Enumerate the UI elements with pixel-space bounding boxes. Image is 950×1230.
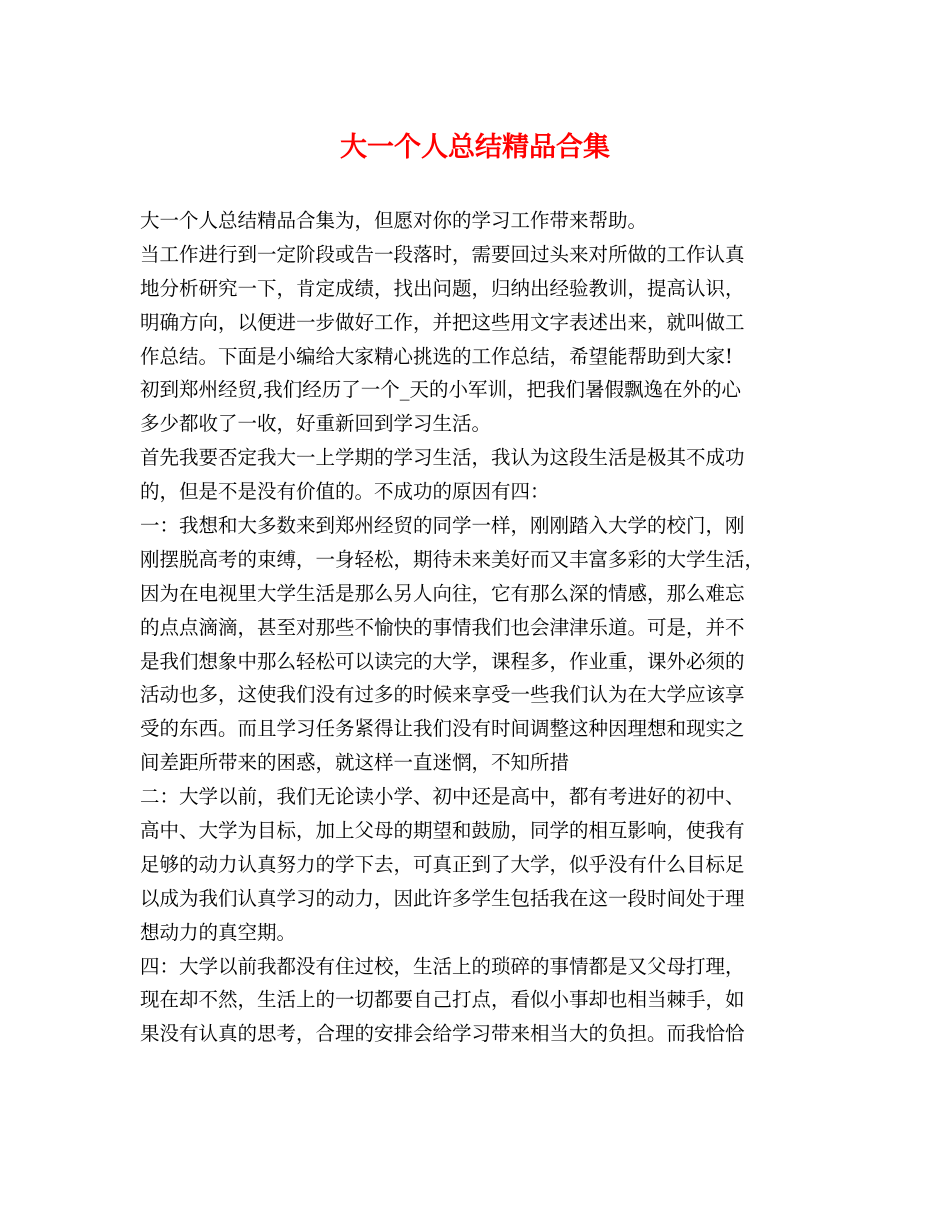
document-title: 大一个人总结精品合集 <box>340 132 610 163</box>
body-line: 高中、大学为目标，加上父母的期望和鼓励，同学的相互影响，使我有 <box>140 819 745 843</box>
body-line: 地分析研究一下，肯定成绩，找出问题，归纳出经验教训，提高认识， <box>140 276 745 300</box>
body-line: 果没有认真的思考，合理的安排会给学习带来相当大的负担。而我恰恰 <box>140 1022 745 1046</box>
body-line: 多少都收了一收，好重新回到学习生活。 <box>140 412 492 436</box>
body-line: 当工作进行到一定阶段或告一段落时，需要回过头来对所做的工作认真 <box>140 242 745 266</box>
body-line: 以成为我们认真学习的动力，因此许多学生包括我在这一段时间处于理 <box>140 886 745 910</box>
body-line: 足够的动力认真努力的学下去，可真正到了大学，似乎没有什么目标足 <box>140 852 745 876</box>
body-line: 受的东西。而且学习任务紧得让我们没有时间调整这种因理想和现实之 <box>140 717 745 741</box>
body-line: 间差距所带来的困惑，就这样一直迷惘，不知所措 <box>140 751 570 775</box>
body-line: 活动也多，这使我们没有过多的时候来享受一些我们认为在大学应该享 <box>140 683 745 707</box>
body-line: 因为在电视里大学生活是那么另人向往，它有那么深的情感，那么难忘 <box>140 581 745 605</box>
document-body <box>140 204 820 1051</box>
body-line: 二：大学以前，我们无论读小学、初中还是高中，都有考进好的初中、 <box>140 785 745 809</box>
body-line: 初到郑州经贸,我们经历了一个_天的小军训，把我们暑假飘逸在外的心 <box>140 378 741 402</box>
body-line: 是我们想象中那么轻松可以读完的大学，课程多，作业重，课外必须的 <box>140 649 745 673</box>
body-line: 的，但是不是没有价值的。不成功的原因有四： <box>140 480 550 504</box>
body-line: 现在却不然，生活上的一切都要自己打点，看似小事却也相当棘手，如 <box>140 988 745 1012</box>
body-line: 作总结。下面是小编给大家精心挑选的工作总结，希望能帮助到大家! <box>140 344 733 368</box>
body-line: 四：大学以前我都没有住过校，生活上的琐碎的事情都是又父母打理， <box>140 954 745 978</box>
body-line: 首先我要否定我大一上学期的学习生活，我认为这段生活是极其不成功 <box>140 446 745 470</box>
body-line: 想动力的真空期。 <box>140 920 297 944</box>
body-line: 的点点滴滴，甚至对那些不愉快的事情我们也会津津乐道。可是，并不 <box>140 615 745 639</box>
body-line: 大一个人总结精品合集为，但愿对你的学习工作带来帮助。 <box>140 209 648 232</box>
body-line: 刚摆脱高考的束缚，一身轻松，期待未来美好而又丰富多彩的大学生活， <box>140 547 765 571</box>
body-line: 明确方向，以便进一步做好工作，并把这些用文字表述出来，就叫做工 <box>140 310 745 334</box>
body-line: 一：我想和大多数来到郑州经贸的同学一样，刚刚踏入大学的校门，刚 <box>140 514 745 538</box>
